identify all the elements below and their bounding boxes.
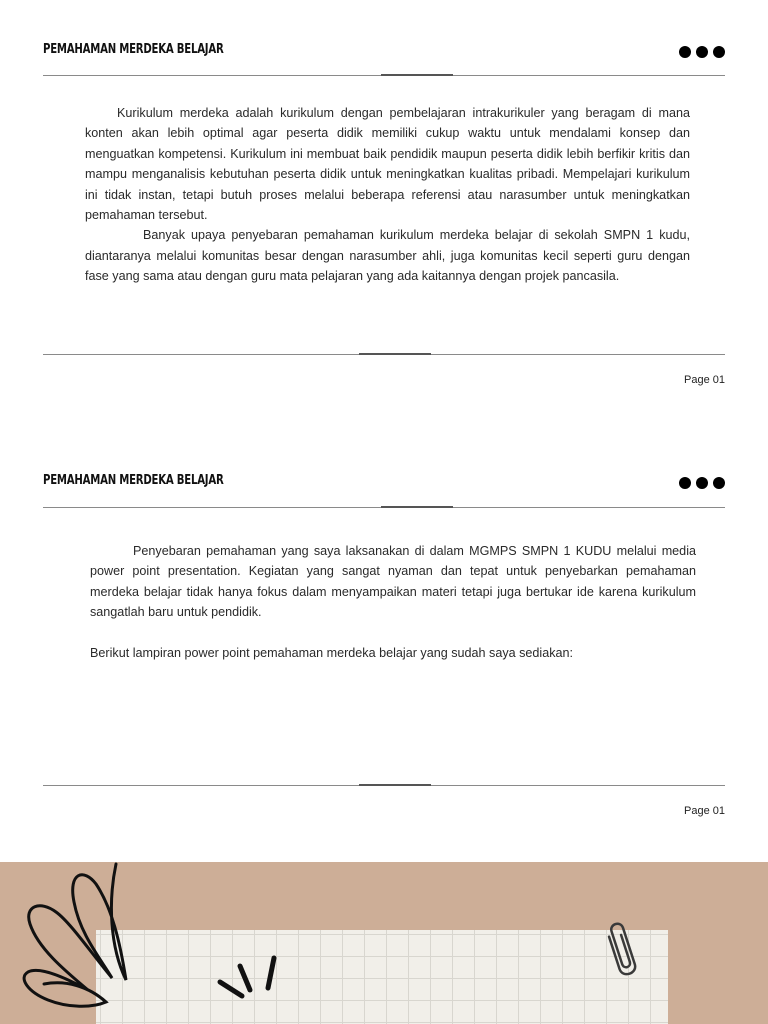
header-divider bbox=[43, 75, 725, 76]
header-divider bbox=[43, 507, 725, 508]
paragraph: Kurikulum merdeka adalah kurikulum dengan pembelajaran intrakurikuler yang beragam di mana konten akan lebih optimal agar peserta didik memiliki cukup waktu untuk mendalami konsep dan menguatkan kompetensi. Kurikulum ini membuat baik pendidik maupun peserta didik lebih berfikir kritis dan mampu menganalisis kebutuhan peserta didik untuk meningkatkan kualitas pribadi. Mempelajari kurikulum ini tidak instan, tetapi butuh proses melalui beberapa referensi atau narasumber untuk meningkatkan pemahaman tersebut. bbox=[85, 106, 690, 223]
footer-divider bbox=[43, 354, 725, 355]
footer-divider bbox=[43, 785, 725, 786]
page-number: Page 01 bbox=[684, 805, 725, 817]
paragraph: Banyak upaya penyebaran pemahaman kurikulum merdeka belajar di sekolah SMPN 1 kudu, diantaranya melalui komunitas besar dengan narasumber ahli, juga komunitas kecil seperti guru dengan fase yang sama atau dengan guru mata pelajaran yang ada kaitannya dengan projek pancasila. bbox=[85, 228, 690, 284]
dot-icon bbox=[679, 477, 691, 489]
paperclip-icon bbox=[600, 920, 640, 982]
body-text bbox=[90, 541, 696, 663]
dot-icon bbox=[696, 477, 708, 489]
page-number: Page 01 bbox=[684, 374, 725, 386]
document-page-2 bbox=[0, 431, 768, 862]
paragraph: Berikut lampiran power point pemahaman merdeka belajar yang sudah saya sediakan: bbox=[90, 645, 574, 660]
dot-icon bbox=[713, 477, 725, 489]
scribble-loop-icon bbox=[0, 862, 140, 1024]
decorative-footer bbox=[0, 862, 768, 1024]
three-dots-icon bbox=[679, 46, 725, 58]
dot-icon bbox=[696, 46, 708, 58]
page-header-title: PEMAHAMAN MERDEKA BELAJAR bbox=[43, 42, 224, 57]
document-page-1 bbox=[0, 0, 768, 431]
grid-paper-card bbox=[96, 930, 668, 1024]
page-header-title: PEMAHAMAN MERDEKA BELAJAR bbox=[43, 473, 224, 488]
spark-marks-icon bbox=[210, 952, 290, 1002]
dot-icon bbox=[679, 46, 691, 58]
dot-icon bbox=[713, 46, 725, 58]
paragraph: Penyebaran pemahaman yang saya laksanakan di dalam MGMPS SMPN 1 KUDU melalui media power point presentation. Kegiatan yang sangat nyaman dan tepat untuk penyebarkan pemahaman merdeka belajar tidak hanya fokus dalam menyampaikan materi tetapi juga bertukar ide karena kurikulum sangatlah baru untuk pendidik. bbox=[90, 544, 696, 620]
three-dots-icon bbox=[679, 477, 725, 489]
body-text bbox=[85, 103, 690, 287]
